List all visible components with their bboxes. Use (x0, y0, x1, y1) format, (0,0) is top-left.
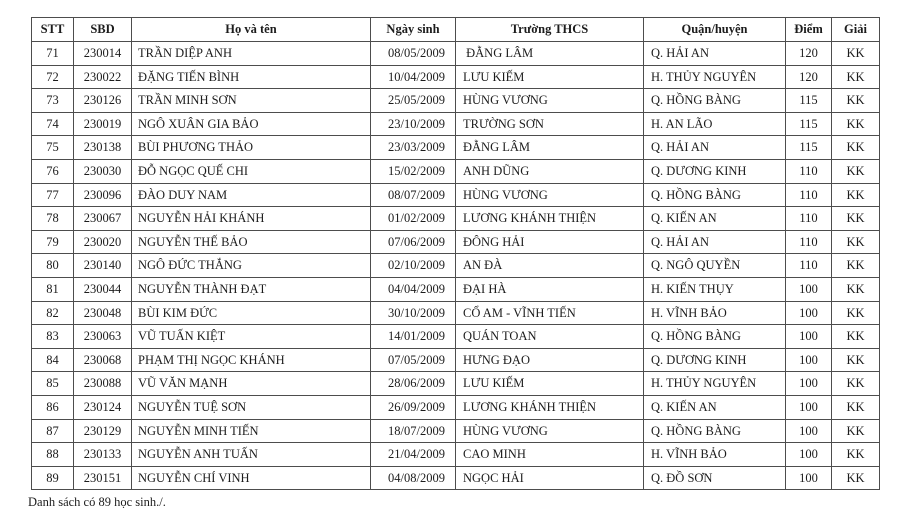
column-header-district: Quận/huyện (644, 18, 786, 42)
cell-school: LƯƠNG KHÁNH THIỆN (456, 395, 644, 419)
cell-sbd: 230088 (74, 372, 132, 396)
cell-sbd: 230129 (74, 419, 132, 443)
cell-sbd: 230014 (74, 42, 132, 66)
cell-score: 100 (786, 277, 832, 301)
cell-dob: 02/10/2009 (371, 254, 456, 278)
cell-stt: 74 (32, 112, 74, 136)
table-row (32, 372, 880, 396)
cell-stt: 89 (32, 466, 74, 490)
cell-name: NGÔ ĐỨC THẮNG (132, 254, 371, 278)
cell-name: NGUYỄN CHÍ VINH (132, 466, 371, 490)
cell-sbd: 230140 (74, 254, 132, 278)
cell-sbd: 230126 (74, 89, 132, 113)
cell-stt: 81 (32, 277, 74, 301)
cell-stt: 80 (32, 254, 74, 278)
cell-school: ĐẠI HÀ (456, 277, 644, 301)
cell-prize: KK (832, 348, 880, 372)
cell-name: NGUYỄN ANH TUẤN (132, 443, 371, 467)
cell-dob: 25/05/2009 (371, 89, 456, 113)
cell-district: Q. KIẾN AN (644, 395, 786, 419)
cell-stt: 87 (32, 419, 74, 443)
cell-school: ĐÔNG HẢI (456, 230, 644, 254)
cell-prize: KK (832, 112, 880, 136)
cell-school: LƯƠNG KHÁNH THIỆN (456, 207, 644, 231)
cell-stt: 77 (32, 183, 74, 207)
cell-district: H. THỦY NGUYÊN (644, 372, 786, 396)
cell-district: Q. HỒNG BÀNG (644, 325, 786, 349)
cell-prize: KK (832, 466, 880, 490)
column-header-score: Điểm (786, 18, 832, 42)
cell-stt: 73 (32, 89, 74, 113)
cell-score: 110 (786, 207, 832, 231)
cell-score: 120 (786, 65, 832, 89)
table-row (32, 207, 880, 231)
cell-district: H. AN LÃO (644, 112, 786, 136)
cell-sbd: 230044 (74, 277, 132, 301)
table-body (32, 42, 880, 490)
table-row (32, 65, 880, 89)
cell-district: Q. HỒNG BÀNG (644, 183, 786, 207)
cell-name: NGUYỄN MINH TIẾN (132, 419, 371, 443)
column-header-name: Họ và tên (132, 18, 371, 42)
cell-sbd: 230067 (74, 207, 132, 231)
cell-school: HƯNG ĐẠO (456, 348, 644, 372)
cell-name: ĐỖ NGỌC QUẾ CHI (132, 159, 371, 183)
cell-sbd: 230063 (74, 325, 132, 349)
cell-prize: KK (832, 325, 880, 349)
cell-district: Q. HỒNG BÀNG (644, 89, 786, 113)
cell-score: 100 (786, 419, 832, 443)
table-row (32, 42, 880, 66)
cell-dob: 04/08/2009 (371, 466, 456, 490)
cell-school: CAO MINH (456, 443, 644, 467)
cell-score: 100 (786, 348, 832, 372)
cell-score: 110 (786, 254, 832, 278)
cell-prize: KK (832, 42, 880, 66)
cell-district: Q. HẢI AN (644, 230, 786, 254)
cell-school: ĐẰNG LÂM (456, 136, 644, 160)
cell-dob: 15/02/2009 (371, 159, 456, 183)
cell-stt: 86 (32, 395, 74, 419)
table-row (32, 230, 880, 254)
table-header (32, 18, 880, 42)
cell-district: Q. HỒNG BÀNG (644, 419, 786, 443)
cell-stt: 75 (32, 136, 74, 160)
cell-dob: 08/05/2009 (371, 42, 456, 66)
table-row (32, 183, 880, 207)
cell-dob: 18/07/2009 (371, 419, 456, 443)
cell-dob: 28/06/2009 (371, 372, 456, 396)
cell-school: HÙNG VƯƠNG (456, 183, 644, 207)
cell-score: 120 (786, 42, 832, 66)
cell-score: 100 (786, 466, 832, 490)
table-row (32, 254, 880, 278)
cell-name: NGÔ XUÂN GIA BẢO (132, 112, 371, 136)
cell-district: H. THỦY NGUYÊN (644, 65, 786, 89)
cell-stt: 76 (32, 159, 74, 183)
cell-sbd: 230030 (74, 159, 132, 183)
table-row (32, 89, 880, 113)
cell-sbd: 230020 (74, 230, 132, 254)
cell-score: 115 (786, 136, 832, 160)
cell-stt: 84 (32, 348, 74, 372)
table-row (32, 466, 880, 490)
cell-school: AN ĐÀ (456, 254, 644, 278)
cell-dob: 07/05/2009 (371, 348, 456, 372)
cell-sbd: 230138 (74, 136, 132, 160)
footer-note: Danh sách có 89 học sinh./. (28, 495, 166, 510)
cell-district: Q. KIẾN AN (644, 207, 786, 231)
cell-school: ANH DŨNG (456, 159, 644, 183)
cell-score: 100 (786, 325, 832, 349)
cell-school: LƯU KIẾM (456, 65, 644, 89)
cell-sbd: 230022 (74, 65, 132, 89)
cell-district: Q. HẢI AN (644, 42, 786, 66)
column-header-stt: STT (32, 18, 74, 42)
cell-dob: 04/04/2009 (371, 277, 456, 301)
column-header-sbd: SBD (74, 18, 132, 42)
cell-district: Q. DƯƠNG KINH (644, 159, 786, 183)
cell-name: ĐẶNG TIẾN BÌNH (132, 65, 371, 89)
cell-name: VŨ VĂN MẠNH (132, 372, 371, 396)
cell-dob: 08/07/2009 (371, 183, 456, 207)
cell-score: 110 (786, 230, 832, 254)
cell-score: 100 (786, 443, 832, 467)
cell-sbd: 230133 (74, 443, 132, 467)
cell-dob: 21/04/2009 (371, 443, 456, 467)
cell-school: LƯU KIẾM (456, 372, 644, 396)
cell-score: 100 (786, 301, 832, 325)
column-header-school: Trường THCS (456, 18, 644, 42)
cell-name: BÙI PHƯƠNG THẢO (132, 136, 371, 160)
cell-prize: KK (832, 65, 880, 89)
table-row (32, 301, 880, 325)
cell-stt: 72 (32, 65, 74, 89)
cell-dob: 01/02/2009 (371, 207, 456, 231)
cell-score: 115 (786, 112, 832, 136)
cell-name: TRẦN DIỆP ANH (132, 42, 371, 66)
cell-score: 110 (786, 183, 832, 207)
cell-prize: KK (832, 207, 880, 231)
cell-name: VŨ TUẤN KIỆT (132, 325, 371, 349)
cell-prize: KK (832, 395, 880, 419)
cell-dob: 23/10/2009 (371, 112, 456, 136)
cell-district: Q. HẢI AN (644, 136, 786, 160)
table-row (32, 325, 880, 349)
cell-dob: 26/09/2009 (371, 395, 456, 419)
table-row (32, 159, 880, 183)
cell-prize: KK (832, 443, 880, 467)
cell-name: NGUYỄN THÀNH ĐẠT (132, 277, 371, 301)
cell-name: NGUYỄN TUỆ SƠN (132, 395, 371, 419)
cell-sbd: 230068 (74, 348, 132, 372)
cell-score: 100 (786, 395, 832, 419)
cell-district: Q. NGÔ QUYỀN (644, 254, 786, 278)
cell-stt: 88 (32, 443, 74, 467)
cell-dob: 14/01/2009 (371, 325, 456, 349)
cell-dob: 10/04/2009 (371, 65, 456, 89)
cell-name: TRẦN MINH SƠN (132, 89, 371, 113)
cell-district: Q. DƯƠNG KINH (644, 348, 786, 372)
table-row (32, 395, 880, 419)
cell-score: 110 (786, 159, 832, 183)
cell-school: HÙNG VƯƠNG (456, 419, 644, 443)
cell-sbd: 230048 (74, 301, 132, 325)
cell-score: 100 (786, 372, 832, 396)
cell-sbd: 230019 (74, 112, 132, 136)
table-header-row (32, 18, 880, 42)
cell-school: QUÁN TOAN (456, 325, 644, 349)
cell-district: Q. ĐỒ SƠN (644, 466, 786, 490)
table-row (32, 348, 880, 372)
cell-stt: 78 (32, 207, 74, 231)
cell-school: HÙNG VƯƠNG (456, 89, 644, 113)
cell-stt: 71 (32, 42, 74, 66)
cell-prize: KK (832, 254, 880, 278)
cell-district: H. VĨNH BẢO (644, 301, 786, 325)
cell-score: 115 (786, 89, 832, 113)
cell-sbd: 230151 (74, 466, 132, 490)
cell-prize: KK (832, 159, 880, 183)
cell-name: PHẠM THỊ NGỌC KHÁNH (132, 348, 371, 372)
cell-name: BÙI KIM ĐỨC (132, 301, 371, 325)
table-row (32, 112, 880, 136)
cell-sbd: 230124 (74, 395, 132, 419)
table-row (32, 419, 880, 443)
cell-district: H. KIẾN THỤY (644, 277, 786, 301)
column-header-prize: Giải (832, 18, 880, 42)
results-table (31, 17, 880, 490)
cell-name: ĐÀO DUY NAM (132, 183, 371, 207)
cell-school: TRƯỜNG SƠN (456, 112, 644, 136)
column-header-dob: Ngày sinh (371, 18, 456, 42)
cell-stt: 83 (32, 325, 74, 349)
cell-stt: 82 (32, 301, 74, 325)
cell-dob: 30/10/2009 (371, 301, 456, 325)
cell-dob: 23/03/2009 (371, 136, 456, 160)
cell-prize: KK (832, 230, 880, 254)
table-row (32, 136, 880, 160)
cell-prize: KK (832, 89, 880, 113)
cell-prize: KK (832, 301, 880, 325)
cell-district: H. VĨNH BẢO (644, 443, 786, 467)
cell-sbd: 230096 (74, 183, 132, 207)
cell-stt: 85 (32, 372, 74, 396)
table-row (32, 277, 880, 301)
cell-prize: KK (832, 277, 880, 301)
cell-school: CỔ AM - VĨNH TIẾN (456, 301, 644, 325)
cell-prize: KK (832, 136, 880, 160)
cell-name: NGUYỄN THẾ BẢO (132, 230, 371, 254)
cell-prize: KK (832, 372, 880, 396)
cell-school: NGỌC HẢI (456, 466, 644, 490)
cell-school: ĐẰNG LÂM (456, 42, 644, 66)
cell-name: NGUYỄN HẢI KHÁNH (132, 207, 371, 231)
cell-stt: 79 (32, 230, 74, 254)
cell-prize: KK (832, 419, 880, 443)
cell-prize: KK (832, 183, 880, 207)
table-row (32, 443, 880, 467)
cell-dob: 07/06/2009 (371, 230, 456, 254)
